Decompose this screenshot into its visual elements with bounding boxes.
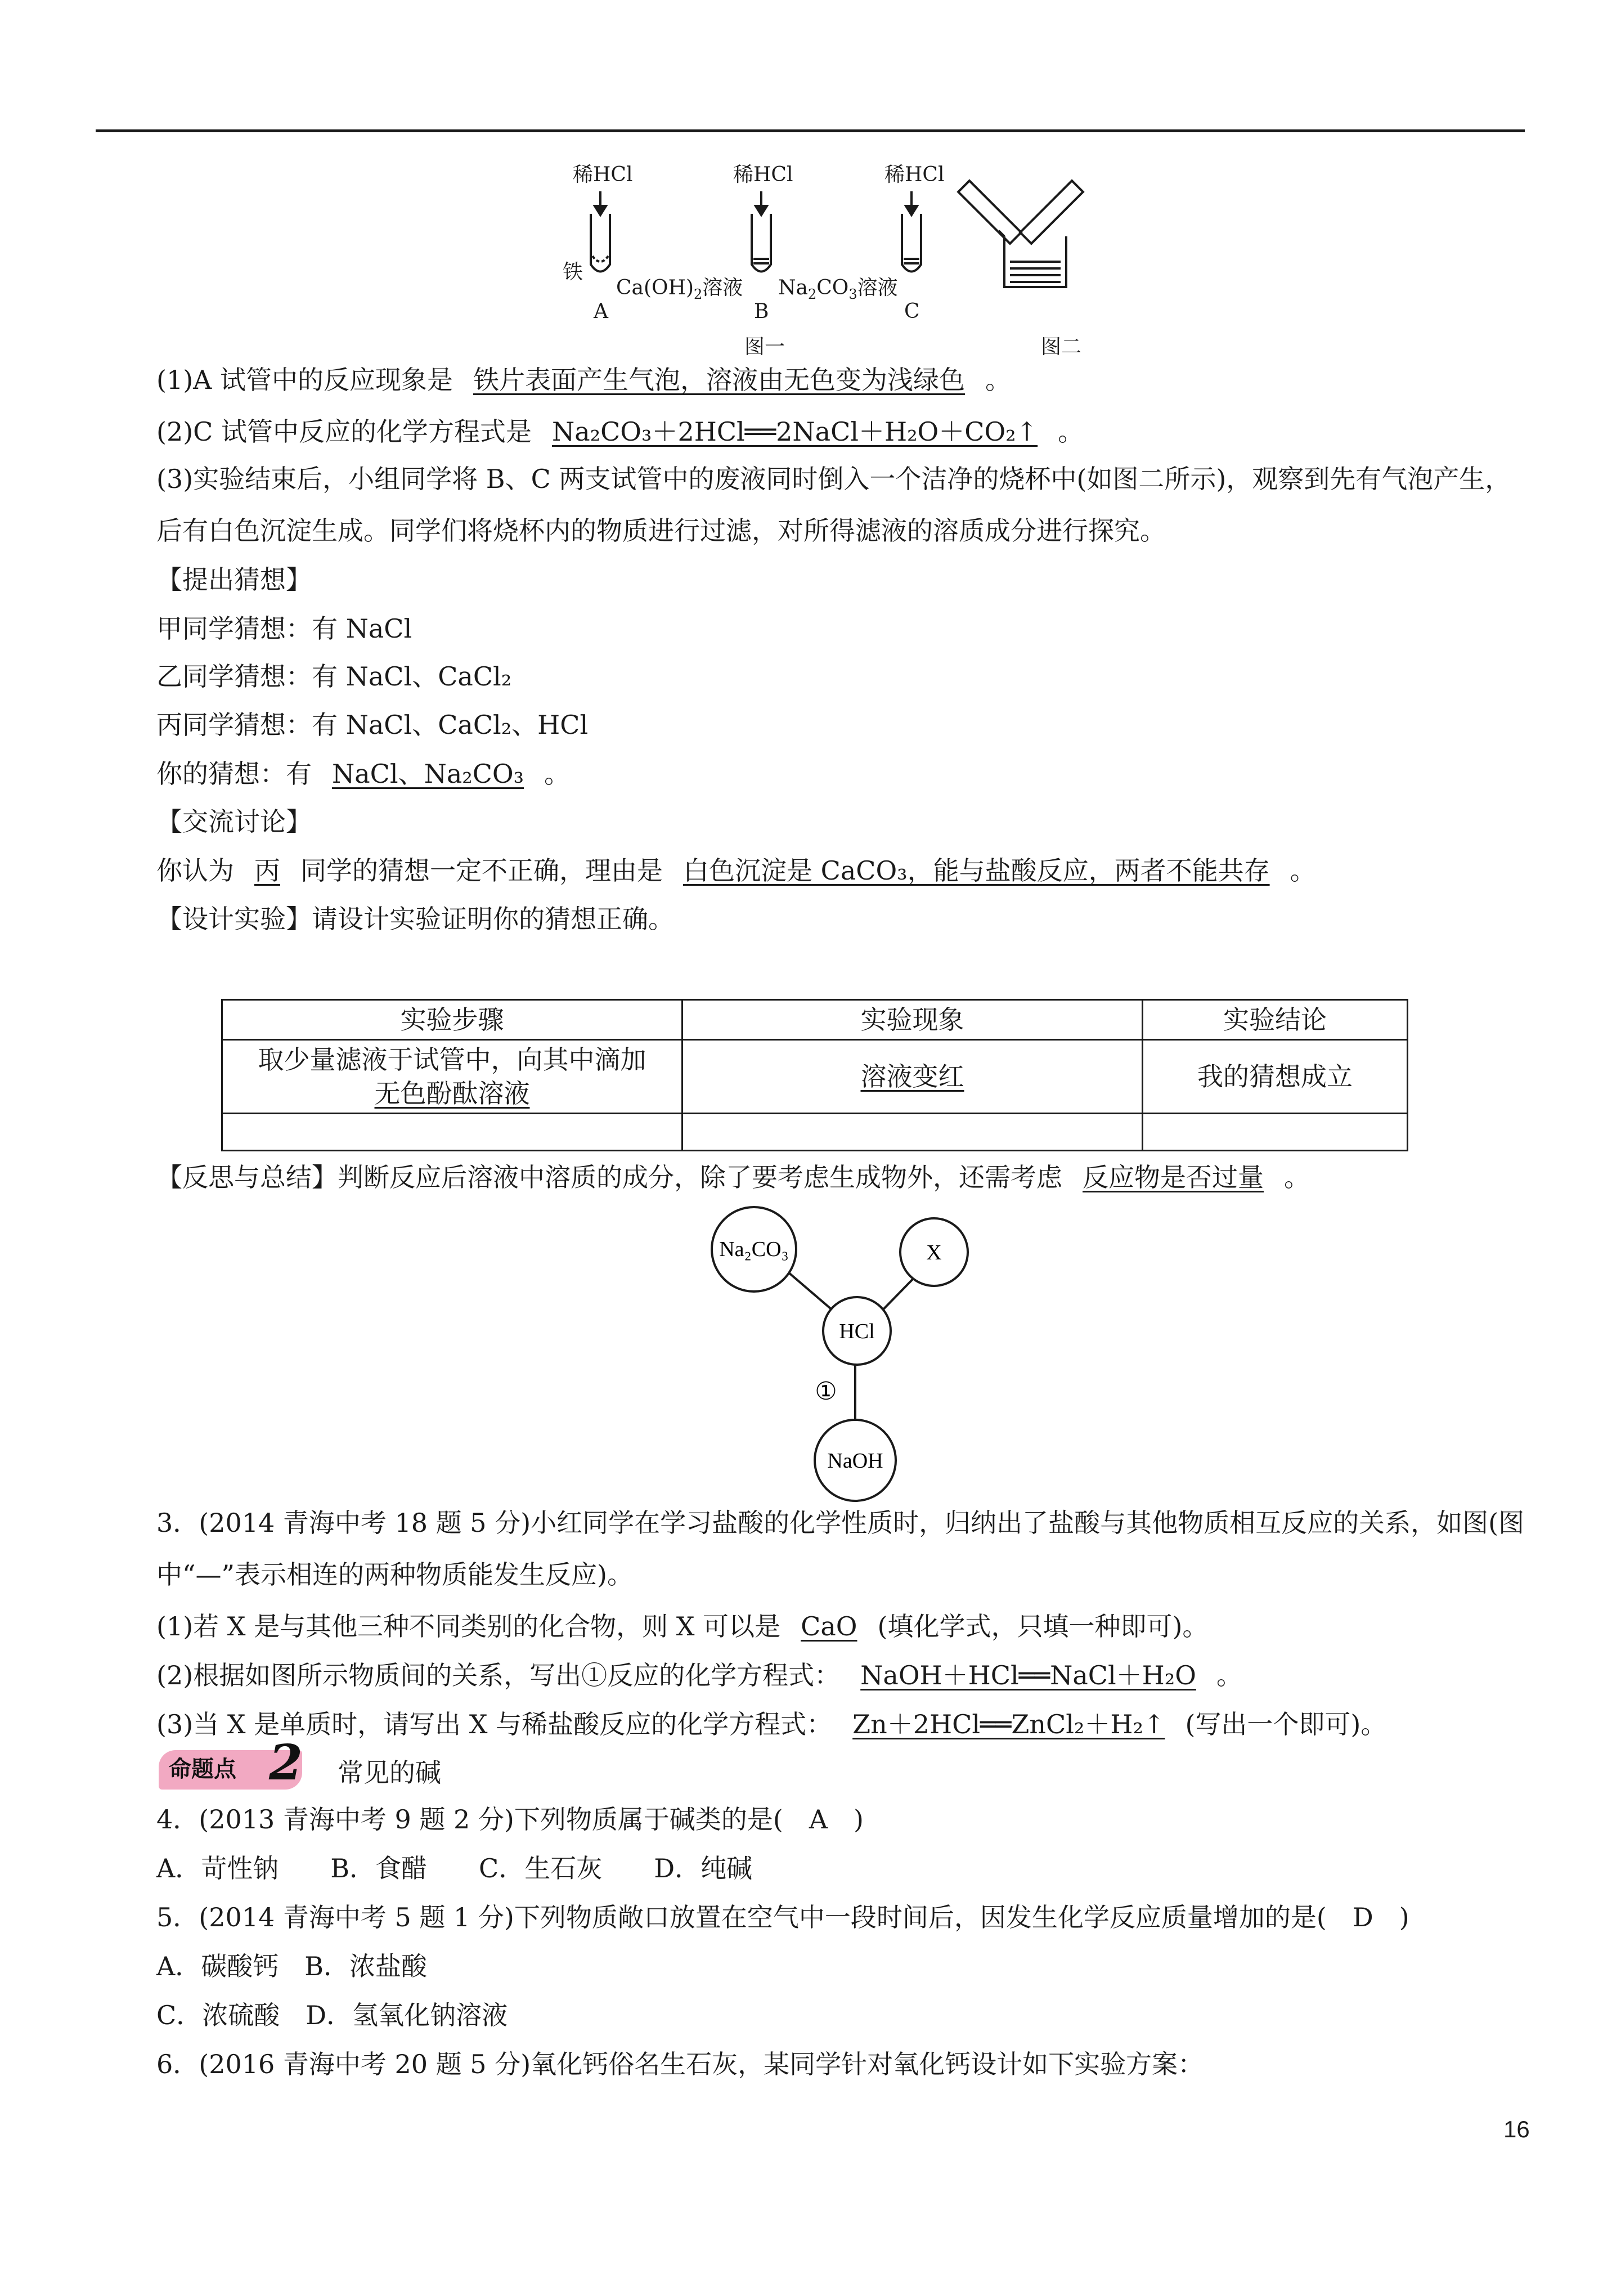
q3-part3: (3)当 X 是单质时，请写出 X 与稀盐酸反应的化学方程式： Zn＋2HCl══ZnCl₂＋H₂↑ (写出一个即可)。 xyxy=(156,1709,1387,1739)
q3-part3-answer: Zn＋2HCl══ZnCl₂＋H₂↑ xyxy=(852,1709,1165,1739)
hypothesis-you-answer: NaCl、Na₂CO₃ xyxy=(332,759,524,789)
topic-badge-number: 2 xyxy=(269,1734,303,1791)
header-rule xyxy=(96,129,1525,132)
hypothesis-bing: 丙同学猜想：有 NaCl、CaCl₂、HCl xyxy=(156,710,589,740)
hypothesis-yi: 乙同学猜想：有 NaCl、CaCl₂ xyxy=(156,661,512,692)
q5-stem: 5．(2014 青海中考 5 题 1 分)下列物质敞口放置在空气中一段时间后，因发生化学反应质量增加的是( D ) xyxy=(156,1902,1409,1932)
table-cell-empty xyxy=(1143,1114,1408,1151)
q4-options: A．苛性钠 B．食醋 C．生石灰 D．纯碱 xyxy=(156,1853,753,1884)
hypothesis-jia: 甲同学猜想：有 NaCl xyxy=(156,613,412,644)
q6-stem: 6．(2016 青海中考 20 题 5 分)氧化钙俗名生石灰，某同学针对氧化钙设计如下实验方案： xyxy=(156,2049,1204,2079)
q3-part2-answer: NaOH＋HCl══NaCl＋H₂O xyxy=(860,1660,1196,1690)
design-text: 【设计实验】请设计实验证明你的猜想正确。 xyxy=(156,904,674,934)
reflection-answer: 反应物是否过量 xyxy=(1083,1162,1264,1192)
table-step-answer: 无色酚酞溶液 xyxy=(374,1078,530,1109)
iron-label: 铁 xyxy=(563,261,583,284)
topic-title: 常见的碱 xyxy=(338,1757,441,1788)
q3-part1-answer: CaO xyxy=(801,1611,857,1642)
page-number: 16 xyxy=(1503,2116,1530,2142)
discussion-reason-answer: 白色沉淀是 CaCO₃，能与盐酸反应，两者不能共存 xyxy=(683,855,1270,886)
q4-stem: 4．(2013 青海中考 9 题 2 分)下列物质属于碱类的是( A ) xyxy=(156,1804,864,1835)
reaction-diagram xyxy=(698,1204,979,1503)
discussion-heading: 【交流讨论】 xyxy=(156,806,312,837)
q3-part2: (2)根据如图所示物质间的关系，写出①反应的化学方程式： NaOH＋HCl══NaCl＋H₂O 。 xyxy=(156,1660,1242,1690)
acid-label-a: 稀HCl xyxy=(573,163,633,186)
hypothesis-heading: 【提出猜想】 xyxy=(156,564,312,595)
node-na2co3-label: Na₂CO₃ xyxy=(719,1237,789,1261)
table-cell-conclusion: 我的猜想成立 xyxy=(1143,1040,1408,1114)
acid-label-c: 稀HCl xyxy=(884,163,945,186)
reflection-text: 【反思与总结】判断反应后溶液中溶质的成分，除了要考虑生成物外，还需考虑 反应物是否过量 。 xyxy=(156,1162,1310,1192)
table-header-step: 实验步骤 xyxy=(222,1000,682,1040)
figure2-caption: 图二 xyxy=(1041,335,1082,358)
tube-c-label: C xyxy=(904,300,920,323)
figure1-caption: 图一 xyxy=(744,335,785,358)
q3-part1: (1)若 X 是与其他三种不同类别的化合物，则 X 可以是 CaO (填化学式，只填一种即可)。 xyxy=(156,1611,1209,1642)
acid-label-b: 稀HCl xyxy=(733,163,793,186)
tube-b-label: B xyxy=(754,300,769,323)
reaction-mark-1: ① xyxy=(815,1378,837,1405)
table-header-phenomenon: 实验现象 xyxy=(682,1000,1143,1040)
q2-part3: (3)实验结束后，小组同学将 B、C 两支试管中的废液同时倒入一个洁净的烧杯中(如图二所示)，观察到先有气泡产生，后有白色沉淀生成。同学们将烧杯内的物质进行过滤，对所得滤液的溶质成分进行探究。 xyxy=(156,464,1511,546)
node-naoh-label: NaOH xyxy=(827,1449,883,1473)
table-cell-empty xyxy=(222,1114,682,1151)
table-cell-phenomenon xyxy=(682,1040,1143,1114)
q2-part1-answer: 铁片表面产生气泡，溶液由无色变为浅绿色 xyxy=(473,365,966,395)
q5-options-2: C．浓硫酸 D．氢氧化钠溶液 xyxy=(156,2000,508,2030)
table-phenomenon-answer: 溶液变红 xyxy=(860,1061,964,1092)
table-cell-empty xyxy=(682,1114,1143,1151)
q2-part2: (2)C 试管中反应的化学方程式是 Na₂CO₃＋2HCl══2NaCl＋H₂O＋CO₂↑ 。 xyxy=(156,416,1084,447)
q2-part2-answer: Na₂CO₃＋2HCl══2NaCl＋H₂O＋CO₂↑ xyxy=(551,416,1038,447)
node-hcl-label: HCl xyxy=(839,1320,875,1343)
hypothesis-you: 你的猜想：有 NaCl、Na₂CO₃ 。 xyxy=(156,759,571,789)
table-header-conclusion: 实验结论 xyxy=(1143,1000,1408,1040)
tube-a-label: A xyxy=(594,300,608,323)
table-cell-step: 取少量滤液于试管中，向其中滴加 无色酚酞溶液 xyxy=(222,1040,682,1114)
na2co3-label: $Na_2CO_3$溶液 xyxy=(778,276,898,303)
node-x-label: X xyxy=(926,1241,942,1264)
q5-options-1: A．碳酸钙 B．浓盐酸 xyxy=(156,1951,428,1981)
experiment-table xyxy=(221,999,1408,1151)
caoh2-label: $Ca(OH)_2$溶液 xyxy=(616,276,743,303)
q2-part1: (1)A 试管中的反应现象是 铁片表面产生气泡，溶液由无色变为浅绿色 。 xyxy=(156,365,1012,395)
discussion-who-answer: 丙 xyxy=(254,855,280,886)
discussion-text: 你认为 丙 同学的猜想一定不正确，理由是 白色沉淀是 CaCO₃，能与盐酸反应，两者不能共存 。 xyxy=(156,855,1316,886)
topic-badge-label: 命题点 xyxy=(169,1756,236,1782)
q3-stem: 3．(2014 青海中考 18 题 5 分)小红同学在学习盐酸的化学性质时，归纳出了盐酸与其他物质相互反应的关系，如图(图中“—”表示相连的两种物质能发生反应)。 xyxy=(156,1508,1525,1590)
